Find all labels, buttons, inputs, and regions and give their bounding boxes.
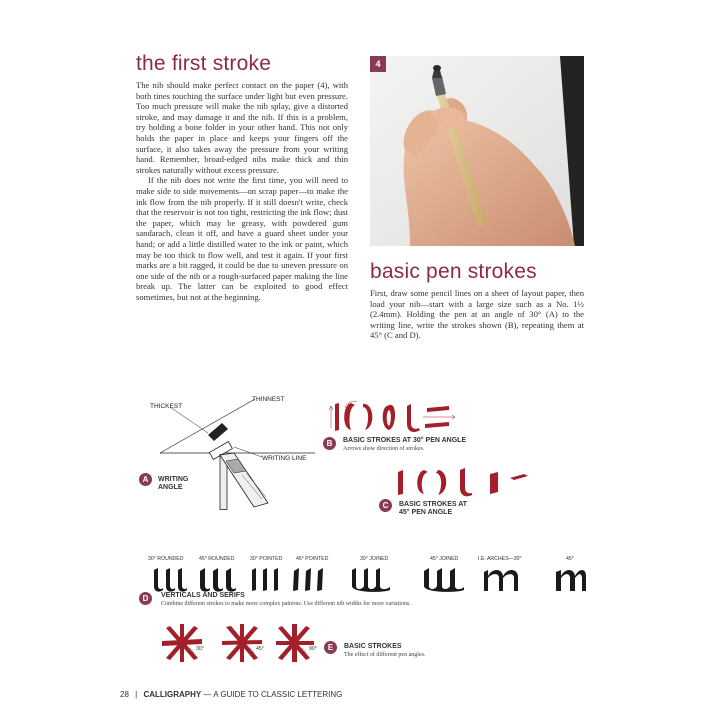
figure-e-badge: E [324,641,337,654]
figure-c-caption [399,501,467,517]
page-number: 28 [120,690,129,699]
first-stroke-body [136,80,348,302]
stroke-group-30-rounded [154,568,187,592]
basic-strokes-angles-figure [160,622,330,666]
figure-b-subtitle: Arrows show direction of strokes. [343,446,425,452]
hook-45 [460,468,472,496]
stroke-group-30-pointed [252,568,278,591]
figure-c-badge: C [379,499,392,512]
hook-stroke [407,404,420,432]
figure-a-caption [158,476,188,492]
figure-b-title: BASIC STROKES AT 30° PEN ANGLE [343,437,467,444]
figure-c-title-line2: 45° PEN ANGLE [399,509,453,516]
strokes-30-figure [325,398,525,436]
left-curve-stroke [344,403,355,430]
direction-arrow-2 [423,415,455,419]
page-footer [120,690,342,699]
writing-angle-diagram [150,395,320,510]
footer-separator: | [135,690,138,699]
bar-45 [490,472,498,494]
label-thinnest: THINNEST [252,396,285,403]
star-45 [222,624,262,662]
label-45-rounded: 45° ROUNDED [199,556,235,562]
label-arches-30: I.E. ARCHES—30° [478,556,522,562]
o-stroke [383,405,395,430]
figure-c-title-line1: BASIC STROKES AT [399,501,468,508]
first-stroke-paragraph-1: The nib should make perfect contact on the paper (4), with both tines touching the surface under light but even pressure. Too much pressure will make the nib splay, give a distorted stroke, and may damage it and the nib. If this is a problem, try holding a bone folder in your other hand. This not only holds the paper in place and keeps your fingers off the surface, it also takes away the pressure from your writing hand. Remember, broad-edged nibs make thick and thin strokes naturally without excess pressure. [136,80,348,175]
right-curve-stroke [363,404,372,430]
label-45-joined: 45° JOINED [430,556,459,562]
label-30-pointed: 30° POINTED [250,556,283,562]
label-45-pointed: 45° POINTED [296,556,329,562]
label-arches-45: 45° [566,556,574,562]
star-90 [276,624,314,662]
star-angle-90: 90° [309,646,317,652]
stroke-group-45-joined [424,568,464,592]
vertical-stroke [335,403,339,431]
right-curve-45 [436,470,446,495]
stroke-group-45-pointed [293,568,323,591]
book-subtitle: — A GUIDE TO CLASSIC LETTERING [203,690,343,699]
label-thickest: THICKEST [150,403,183,410]
dash-45 [510,474,528,480]
first-stroke-paragraph-2: If the nib does not write the first time, you will need to make side to side movements—on scrap paper—to make the ink flow from the nib properly. If it still doesn't write, check that the reservoir is not too tight, restricting the ink flow; dust the paper, which may be greasy, with powdered gum sandarach, clean it off, and have a guard sheet under your hand; or add a little distilled water to the ink or paint, which may be too thick to flow well, and test it again. If your first marks are a bit ragged, it could be due to uneven pressure on one side of the nib or a rough-surfaced paper making the line break up. The latter can be exploited to good effect sometimes, but not at the beginning. [136,175,348,302]
left-curve-45 [417,470,428,494]
figure-d-badge: D [139,592,152,605]
label-30-rounded: 30° ROUNDED [148,556,184,562]
figure-a-caption-line1: WRITING [158,476,189,483]
star-angle-30: 30° [196,646,204,652]
horizontal-stroke-2 [425,422,449,428]
hand-photo-illustration [370,56,584,246]
stroke-group-45-rounded [200,568,236,592]
basic-pen-strokes-paragraph: First, draw some pencil lines on a sheet of layout paper, then load your nib—start with a large size such as a No. 1½ (2.4mm). Holding the pen at an angle of 30° (A) to the writing line, write the strokes shown (B), repeating them at 45° (C and D). [370,288,584,341]
book-title: CALLIGRAPHY [143,690,202,699]
star-30 [162,624,202,662]
figure-e-subtitle: The effect of different pen angles. [344,652,426,658]
hand-holding-pen-photo [370,56,584,246]
strokes-45-figure [390,462,560,498]
photo-number-badge: 4 [370,56,386,72]
figure-a-caption-line2: ANGLE [158,484,183,491]
figure-e-title: BASIC STROKES [344,643,402,650]
stroke-group-arches-45 [556,570,586,591]
stroke-group-arches-30 [484,570,518,591]
figure-d-subtitle: Combine different strokes to make more complex patterns. Use different nib widths for more variations. [161,601,411,607]
stroke-group-30-joined [352,568,390,592]
figure-d-title: VERTICALS AND SERIFS [161,592,245,599]
section-heading-basic-pen-strokes: basic pen strokes [370,260,537,283]
verticals-serifs-strokes [148,566,588,592]
label-writing-line: WRITING LINE [262,455,307,462]
vertical-stroke-45 [398,470,403,495]
star-angle-45: 45° [256,646,264,652]
section-heading-first-stroke: the first stroke [136,52,272,75]
horizontal-stroke-1 [427,406,449,412]
figure-a-badge: A [139,473,152,486]
label-30-joined: 30° JOINED [360,556,389,562]
figure-b-badge: B [323,437,336,450]
